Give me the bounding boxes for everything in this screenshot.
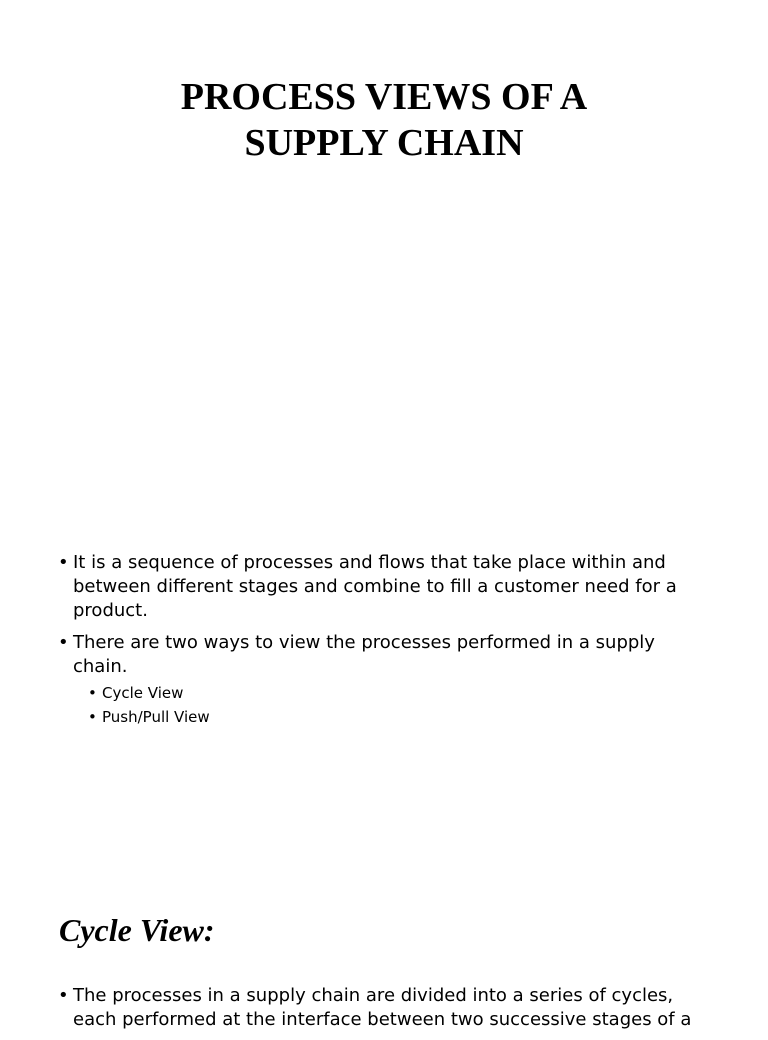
views-sub-list (58, 681, 708, 729)
bullet-line: It is a sequence of processes and flows that take place within and (73, 552, 666, 573)
sub-bullet-cycle-view (88, 681, 708, 705)
slide-title-line-1: PROCESS VIEWS OF A (180, 76, 588, 118)
bullet-line: product. (73, 600, 148, 621)
bullet-line: each performed at the interface between two successive stages of a (73, 1009, 692, 1030)
slide-title (0, 74, 768, 166)
definition-bullet-list (58, 551, 708, 729)
sub-bullet-dot: • (88, 684, 97, 702)
sub-bullet-push-pull-view (88, 705, 708, 729)
bullet-two-ways (58, 631, 708, 679)
bullet-dot: • (58, 552, 69, 573)
cycle-view-bullet-list (58, 984, 708, 1040)
bullet-cycles (58, 984, 708, 1032)
bullet-definition (58, 551, 708, 623)
sub-bullet-label: Cycle View (102, 684, 184, 702)
cycle-view-heading: Cycle View: (59, 912, 215, 948)
sub-bullet-label: Push/Pull View (102, 708, 210, 726)
slide-title-line-2: SUPPLY CHAIN (244, 122, 524, 164)
bullet-line: The processes in a supply chain are divided into a series of cycles, (73, 985, 674, 1006)
sub-bullet-dot: • (88, 708, 97, 726)
bullet-dot: • (58, 985, 69, 1006)
bullet-line: chain. (73, 656, 128, 677)
bullet-dot: • (58, 632, 69, 653)
bullet-line: between different stages and combine to fill a customer need for a (73, 576, 677, 597)
bullet-line: There are two ways to view the processes performed in a supply (73, 632, 655, 653)
